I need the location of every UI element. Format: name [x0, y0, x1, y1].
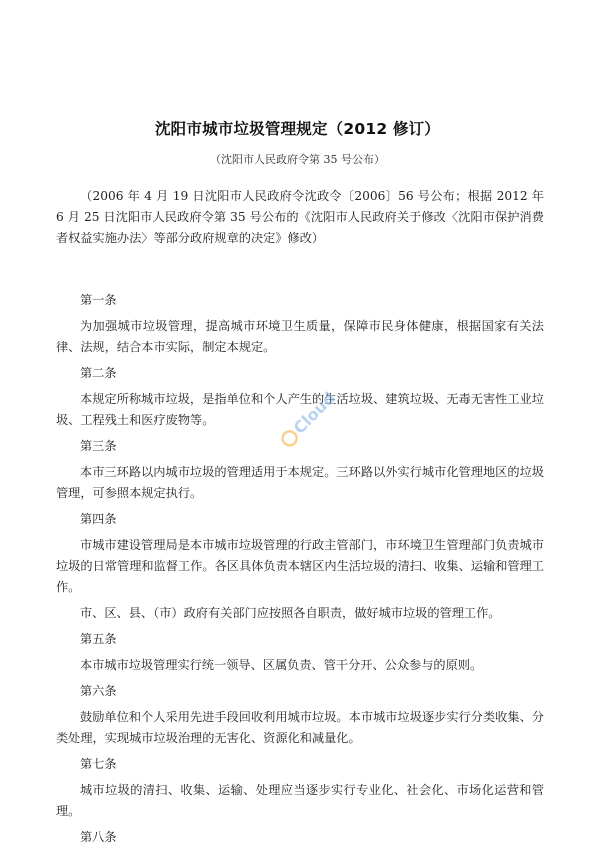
article-heading: 第四条: [80, 512, 117, 526]
article-heading: 第三条: [80, 439, 117, 453]
document-title: 沈阳市城市垃圾管理规定（2012 修订）: [154, 120, 441, 138]
article-paragraph: 市城市建设管理局是本市城市垃圾管理的行政主管部门，市环境卫生管理部门负责城市垃圾的日常管理和监督工作。各区具体负责本辖区内生活垃圾的清扫、收集、运输和管理工作。: [56, 538, 544, 594]
article-paragraph: 本市三环路以内城市垃圾的管理适用于本规定。三环路以外实行城市化管理地区的垃圾管理，可参照本规定执行。: [56, 465, 544, 500]
article-heading: 第六条: [80, 684, 117, 698]
article-heading: 第二条: [80, 366, 117, 380]
article-heading: 第五条: [80, 632, 117, 646]
article-heading: 第七条: [80, 757, 117, 771]
article-heading: 第一条: [80, 293, 117, 307]
article-paragraph: 市、区、县、（市）政府有关部门应按照各自职责，做好城市垃圾的管理工作。: [80, 606, 501, 620]
watermark-text: Cloud: [289, 388, 340, 438]
document-preface: （2006 年 4 月 19 日沈阳市人民政府令沈政令〔2006〕56 号公布；根据 2012 年 6 月 25 日沈阳市人民政府令第 35 号公布的《沈阳市人民政府关于修改〈沈阳市保护消费者权益实施办法〉等部分政府规章的决定》修改）: [56, 189, 544, 245]
article-paragraph: 本市城市垃圾管理实行统一领导、区属负责、管干分开、公众参与的原则。: [80, 658, 483, 672]
article-heading: 第八条: [80, 830, 117, 844]
article-paragraph: 城市垃圾的清扫、收集、运输、处理应当逐步实行专业化、社会化、市场化运营和管理。: [56, 783, 544, 818]
article-paragraph: 为加强城市垃圾管理，提高城市环境卫生质量，保障市民身体健康，根据国家有关法律、法规，结合本市实际，制定本规定。: [56, 319, 544, 354]
article-paragraph: 鼓励单位和个人采用先进手段回收利用城市垃圾。本市城市垃圾逐步实行分类收集、分类处理，实现城市垃圾治理的无害化、资源化和减量化。: [56, 710, 544, 745]
articles-list: [56, 290, 544, 848]
document-subtitle: （沈阳市人民政府令第 35 号公布）: [210, 153, 385, 166]
document-body: [56, 186, 544, 853]
article-paragraph: 本规定所称城市垃圾，是指单位和个人产生的生活垃圾、建筑垃圾、无毒无害性工业垃圾、工程残土和医疗废物等。: [56, 392, 544, 427]
